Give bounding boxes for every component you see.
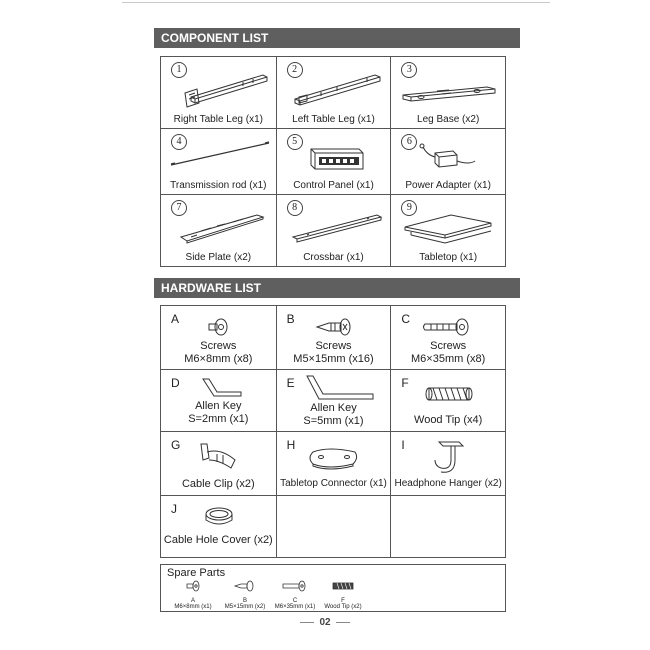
item-letter: H [286,438,296,452]
hardware-name: Wood Tip (x4) [414,414,483,426]
item-number: 6 [401,134,417,150]
component-label: Transmission rod (x1) [170,180,267,191]
spare-long-screw-icon [281,580,309,592]
component-cell-6 [391,129,506,195]
hardware-name: Screws [200,340,237,352]
item-letter: F [401,376,409,390]
hardware-size: S=5mm (x1) [303,415,364,427]
spare-part-letter: F [341,598,345,604]
hardware-size: S=2mm (x1) [188,413,249,425]
component-cell-8 [276,195,391,267]
transmission-rod-icon [161,135,276,175]
hardware-name: Headphone Hanger (x2) [394,478,502,489]
component-grid [160,56,506,267]
spare-part-size: M6×35mm (x1) [274,604,316,610]
hardware-grid [160,305,506,558]
crossbar-icon [277,205,392,247]
spare-part-a [163,579,223,610]
cable-clip-icon [161,438,276,474]
hardware-size: M6×8mm (x8) [184,353,253,365]
side-plate-icon [161,203,276,247]
tabletop-icon [391,205,506,247]
component-label: Right Table Leg (x1) [173,114,263,125]
hardware-name: Tabletop Connector (x1) [280,478,387,489]
power-adapter-icon [391,135,506,175]
spare-part-f [313,579,373,610]
hardware-list-header: HARDWARE LIST [154,278,520,298]
item-letter: E [286,376,295,390]
hardware-cell-a [161,306,277,370]
hardware-name: Cable Clip (x2) [181,478,255,490]
top-divider [122,2,550,3]
hardware-name: Screws [315,340,352,352]
hardware-name: Allen Key [310,402,357,414]
item-number: 1 [171,62,187,78]
control-panel-icon [277,139,392,175]
hardware-cell-c [391,306,506,370]
short-screw-icon [161,314,276,340]
hardware-cell-e [276,370,391,432]
component-cell-3 [391,57,506,129]
spare-part-size: M5×15mm (x2) [224,604,266,610]
component-label: Crossbar (x1) [303,252,364,263]
component-label: Left Table Leg (x1) [292,114,375,125]
component-label: Leg Base (x2) [417,114,480,125]
item-number: 7 [171,200,187,216]
item-number: 3 [401,62,417,78]
spare-parts-box [160,564,506,612]
hardware-cell-j [161,496,277,558]
left-table-leg-icon [277,67,392,109]
pointed-screw-icon [277,314,392,340]
component-cell-5 [276,129,391,195]
spare-part-size: M6×8mm (x1) [174,604,212,610]
spare-part-letter: C [292,598,298,604]
hardware-cell-g [161,432,277,496]
hardware-cell-b [276,306,391,370]
component-cell-1 [161,57,277,129]
hardware-size: M5×15mm (x16) [293,353,374,365]
spare-short-screw-icon [183,580,203,592]
component-label: Tabletop (x1) [419,252,478,263]
spare-part-letter: A [190,598,195,604]
component-label: Control Panel (x1) [293,180,374,191]
page-number [0,617,650,628]
component-label: Power Adapter (x1) [405,180,491,191]
spare-parts-title: Spare Parts [167,567,226,579]
item-letter: A [171,312,180,326]
spare-part-size: Wood Tip (x2) [324,604,362,610]
component-cell-9 [391,195,506,267]
small-allen-key-icon [161,374,276,400]
leg-base-icon [391,79,506,109]
component-cell-7 [161,195,277,267]
hardware-cell-h [276,432,391,496]
item-number: 2 [287,62,303,78]
item-number: 4 [171,134,187,150]
component-list-header: COMPONENT LIST [154,28,520,48]
component-label: Side Plate (x2) [185,252,252,263]
wood-tip-icon [391,382,506,406]
hardware-name: Screws [430,340,467,352]
hardware-empty-cell [276,496,391,558]
component-cell-4 [161,129,277,195]
item-number: 8 [287,200,303,216]
spare-wood-tip-icon [329,580,357,592]
tabletop-connector-icon [277,442,392,472]
hardware-cell-d [161,370,277,432]
page-number-dash-left [300,622,314,623]
long-screw-icon [391,314,506,340]
hardware-name: Allen Key [195,400,242,412]
hardware-name: Cable Hole Cover (x2) [163,534,273,546]
component-cell-2 [276,57,391,129]
large-allen-key-icon [277,372,392,402]
item-letter: J [171,502,177,516]
hardware-cell-i [391,432,506,496]
item-letter: B [286,312,295,326]
item-number: 5 [287,134,303,150]
hardware-size: M6×35mm (x8) [411,353,486,365]
item-letter: G [171,438,181,452]
item-letter: I [401,438,405,452]
spare-pointed-screw-icon [233,580,257,592]
hardware-cell-f [391,370,506,432]
page-number-dash-right [336,622,350,623]
page-number-text: 02 [319,617,331,628]
spare-part-letter: B [242,598,247,604]
cable-hole-cover-icon [161,502,276,530]
item-letter: D [171,376,180,390]
item-letter: C [401,312,410,326]
item-number: 9 [401,200,417,216]
headphone-hanger-icon [391,436,506,474]
hardware-empty-cell [391,496,506,558]
right-table-leg-icon [161,67,276,109]
